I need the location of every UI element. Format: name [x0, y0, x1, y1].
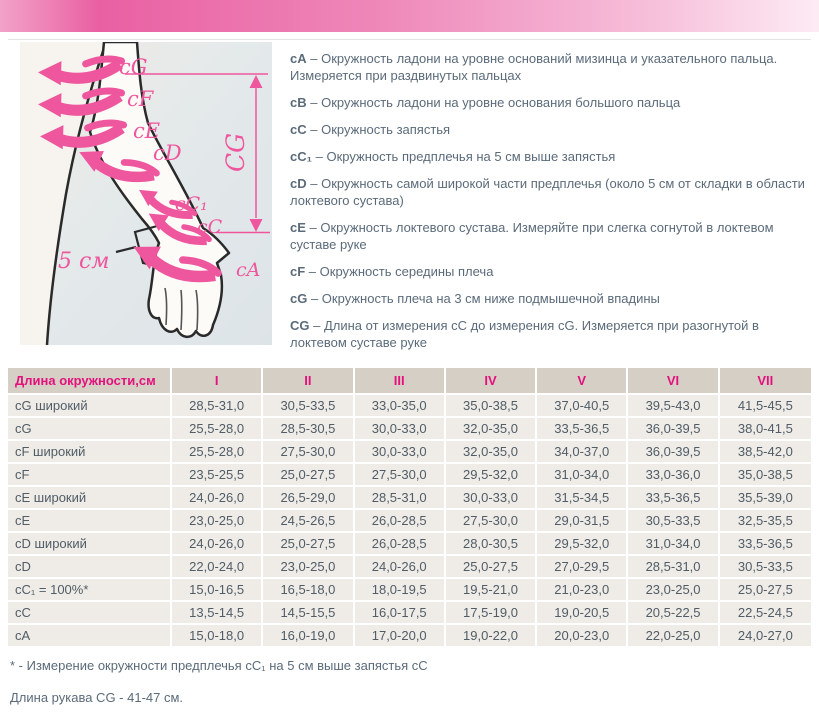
table-cell: 33,0-36,0: [628, 464, 719, 485]
table-cell: 35,0-38,5: [446, 395, 537, 416]
table-cell: 33,0-35,0: [355, 395, 446, 416]
table-cell: 28,5-31,0: [628, 556, 719, 577]
diagram-label-ca: cA: [236, 259, 261, 281]
measurement-text: – Окружность локтевого сустава. Измеряйте при слегка согнутой в локтевом суставе руке: [290, 220, 774, 252]
table-cell: 16,0-19,0: [263, 625, 354, 646]
size-column-header: I: [172, 368, 263, 393]
table-cell: 19,0-22,0: [446, 625, 537, 646]
row-label: cD: [8, 556, 172, 577]
table-cell: 30,5-33,5: [628, 510, 719, 531]
measurement-description: [290, 175, 812, 209]
table-cell: 31,0-34,0: [537, 464, 628, 485]
table-cell: 31,0-34,0: [628, 533, 719, 554]
diagram-label-ce: cE: [133, 119, 161, 143]
table-cell: 25,0-27,5: [446, 556, 537, 577]
table-cell: 25,0-27,5: [720, 579, 811, 600]
measurement-text: – Окружность предплечья на 5 см выше запястья: [315, 149, 616, 164]
table-cell: 25,0-27,5: [263, 533, 354, 554]
table-row: [8, 395, 811, 416]
table-cell: 24,0-27,0: [720, 625, 811, 646]
row-label: cE широкий: [8, 487, 172, 508]
measurement-label: CG: [290, 318, 310, 333]
row-label: cG: [8, 418, 172, 439]
measurement-label: cF: [290, 264, 306, 279]
measurement-description: [290, 121, 812, 138]
row-label: cC: [8, 602, 172, 623]
diagram-label-5cm: 5 см: [58, 249, 110, 274]
table-cell: 28,5-30,5: [263, 418, 354, 439]
measurement-text: – Окружность ладони на уровне основания большого пальца: [310, 95, 681, 110]
measurement-label: cG: [290, 291, 308, 306]
table-cell: 26,0-28,5: [355, 510, 446, 531]
measurement-description: [290, 50, 812, 84]
table-row: [8, 533, 811, 554]
table-cell: 25,5-28,0: [172, 418, 263, 439]
table-cell: 37,0-40,5: [537, 395, 628, 416]
table-cell: 33,5-36,5: [720, 533, 811, 554]
table-row: [8, 579, 811, 600]
table-cell: 28,5-31,0: [355, 487, 446, 508]
table-row: [8, 487, 811, 508]
table-cell: 16,0-17,5: [355, 602, 446, 623]
table-cell: 33,5-36,5: [628, 487, 719, 508]
table-cell: 24,5-26,5: [263, 510, 354, 531]
row-label: cE: [8, 510, 172, 531]
table-cell: 19,0-20,5: [537, 602, 628, 623]
size-column-header: III: [355, 368, 446, 393]
measurement-description: [290, 148, 812, 165]
sizing-table-body: [8, 395, 811, 646]
measurement-description: [290, 290, 812, 307]
table-cell: 30,5-33,5: [720, 556, 811, 577]
table-cell: 20,5-22,5: [628, 602, 719, 623]
header-row: [8, 368, 811, 393]
table-cell: 14,5-15,5: [263, 602, 354, 623]
table-cell: 30,5-33,5: [263, 395, 354, 416]
size-column-header: II: [263, 368, 354, 393]
table-cell: 15,0-18,0: [172, 625, 263, 646]
table-cell: 22,5-24,5: [720, 602, 811, 623]
row-label: cF широкий: [8, 441, 172, 462]
table-cell: 25,5-28,0: [172, 441, 263, 462]
table-row: [8, 464, 811, 485]
diagram-label-cf: cF: [127, 87, 154, 111]
row-label: cD широкий: [8, 533, 172, 554]
table-cell: 28,5-31,0: [172, 395, 263, 416]
table-cell: 22,0-25,0: [628, 625, 719, 646]
table-cell: 41,5-45,5: [720, 395, 811, 416]
table-cell: 32,0-35,0: [446, 418, 537, 439]
sizing-table-header: [8, 368, 811, 393]
diagram-label-cg: cG: [119, 55, 148, 79]
measurement-label: cA: [290, 51, 307, 66]
table-cell: 30,0-33,0: [355, 418, 446, 439]
table-row: [8, 418, 811, 439]
measurement-description: [290, 317, 812, 351]
size-column-header: VI: [628, 368, 719, 393]
sizing-table: [8, 366, 811, 648]
table-cell: 24,0-26,0: [172, 533, 263, 554]
table-cell: 30,0-33,0: [446, 487, 537, 508]
table-cell: 27,0-29,5: [537, 556, 628, 577]
table-cell: 17,5-19,0: [446, 602, 537, 623]
table-cell: 28,0-30,5: [446, 533, 537, 554]
footnote-measurement-note: * - Измерение окружности предплечья cC₁ на 5 см выше запястья cC: [10, 658, 428, 673]
table-cell: 29,5-32,0: [537, 533, 628, 554]
row-label: cG широкий: [8, 395, 172, 416]
table-cell: 30,0-33,0: [355, 441, 446, 462]
divider: [8, 39, 811, 40]
table-cell: 27,5-30,0: [355, 464, 446, 485]
table-cell: 36,0-39,5: [628, 441, 719, 462]
measurement-text: – Окружность ладони на уровне оснований мизинца и указательного пальца. Измеряется при раздвинутых пальцах: [290, 51, 778, 83]
brand-gradient-bar: [0, 0, 819, 32]
table-cell: 25,0-27,5: [263, 464, 354, 485]
measurement-label: cE: [290, 220, 306, 235]
table-cell: 23,0-25,0: [628, 579, 719, 600]
table-cell: 27,5-30,0: [263, 441, 354, 462]
table-cell: 29,0-31,5: [537, 510, 628, 531]
table-cell: 39,5-43,0: [628, 395, 719, 416]
measurement-text: – Длина от измерения cC до измерения cG. Измеряется при разогнутой в локтевом суставе руке: [290, 318, 759, 350]
table-cell: 38,5-42,0: [720, 441, 811, 462]
size-column-header: VII: [720, 368, 811, 393]
table-row: [8, 441, 811, 462]
measurement-text: – Окружность запястья: [310, 122, 451, 137]
table-cell: 29,5-32,0: [446, 464, 537, 485]
measurement-label: cC₁: [290, 149, 312, 164]
measurement-description: [290, 94, 812, 111]
table-cell: 38,0-41,5: [720, 418, 811, 439]
table-cell: 23,0-25,0: [263, 556, 354, 577]
measurement-label: cC: [290, 122, 307, 137]
measurement-text: – Окружность плеча на 3 см ниже подмышечной впадины: [310, 291, 660, 306]
table-cell: 16,5-18,0: [263, 579, 354, 600]
table-cell: 15,0-16,5: [172, 579, 263, 600]
measurement-label: cD: [290, 176, 307, 191]
table-cell: 32,5-35,5: [720, 510, 811, 531]
table-cell: 21,0-23,0: [537, 579, 628, 600]
table-cell: 36,0-39,5: [628, 418, 719, 439]
table-cell: 26,5-29,0: [263, 487, 354, 508]
table-cell: 24,0-26,0: [172, 487, 263, 508]
table-cell: 27,5-30,0: [446, 510, 537, 531]
table-row: [8, 556, 811, 577]
measurement-label: cB: [290, 95, 307, 110]
table-cell: 35,5-39,0: [720, 487, 811, 508]
table-cell: 18,0-19,5: [355, 579, 446, 600]
row-header-column: Длина окружности,см: [8, 368, 172, 393]
table-cell: 24,0-26,0: [355, 556, 446, 577]
arm-measurement-diagram: [20, 42, 272, 345]
measurement-description: [290, 263, 812, 280]
footnote-sleeve-length: Длина рукава CG - 41-47 см.: [10, 690, 184, 705]
diagram-label-cc: cC: [197, 216, 223, 238]
table-cell: 22,0-24,0: [172, 556, 263, 577]
table-row: [8, 625, 811, 646]
diagram-label-cc1: cC₁: [175, 193, 208, 215]
table-cell: 20,0-23,0: [537, 625, 628, 646]
table-cell: 17,0-20,0: [355, 625, 446, 646]
size-column-header: IV: [446, 368, 537, 393]
diagram-label-cd: cD: [153, 141, 182, 165]
table-row: [8, 510, 811, 531]
row-label: cC₁ = 100%*: [8, 579, 172, 600]
table-row: [8, 602, 811, 623]
table-cell: 13,5-14,5: [172, 602, 263, 623]
row-label: cA: [8, 625, 172, 646]
measurement-text: – Окружность середины плеча: [308, 264, 494, 279]
table-cell: 33,5-36,5: [537, 418, 628, 439]
measurement-text: – Окружность самой широкой части предплечья (около 5 см от складки в области локтевого сустава): [290, 176, 805, 208]
table-cell: 26,0-28,5: [355, 533, 446, 554]
table-cell: 23,0-25,0: [172, 510, 263, 531]
table-cell: 32,0-35,0: [446, 441, 537, 462]
table-cell: 31,5-34,5: [537, 487, 628, 508]
row-label: cF: [8, 464, 172, 485]
measurement-descriptions: [290, 50, 812, 361]
table-cell: 34,0-37,0: [537, 441, 628, 462]
table-cell: 19,5-21,0: [446, 579, 537, 600]
table-cell: 23,5-25,5: [172, 464, 263, 485]
table-cell: 35,0-38,5: [720, 464, 811, 485]
size-column-header: V: [537, 368, 628, 393]
measurement-description: [290, 219, 812, 253]
diagram-label-cg-dimension: CG: [221, 132, 250, 172]
